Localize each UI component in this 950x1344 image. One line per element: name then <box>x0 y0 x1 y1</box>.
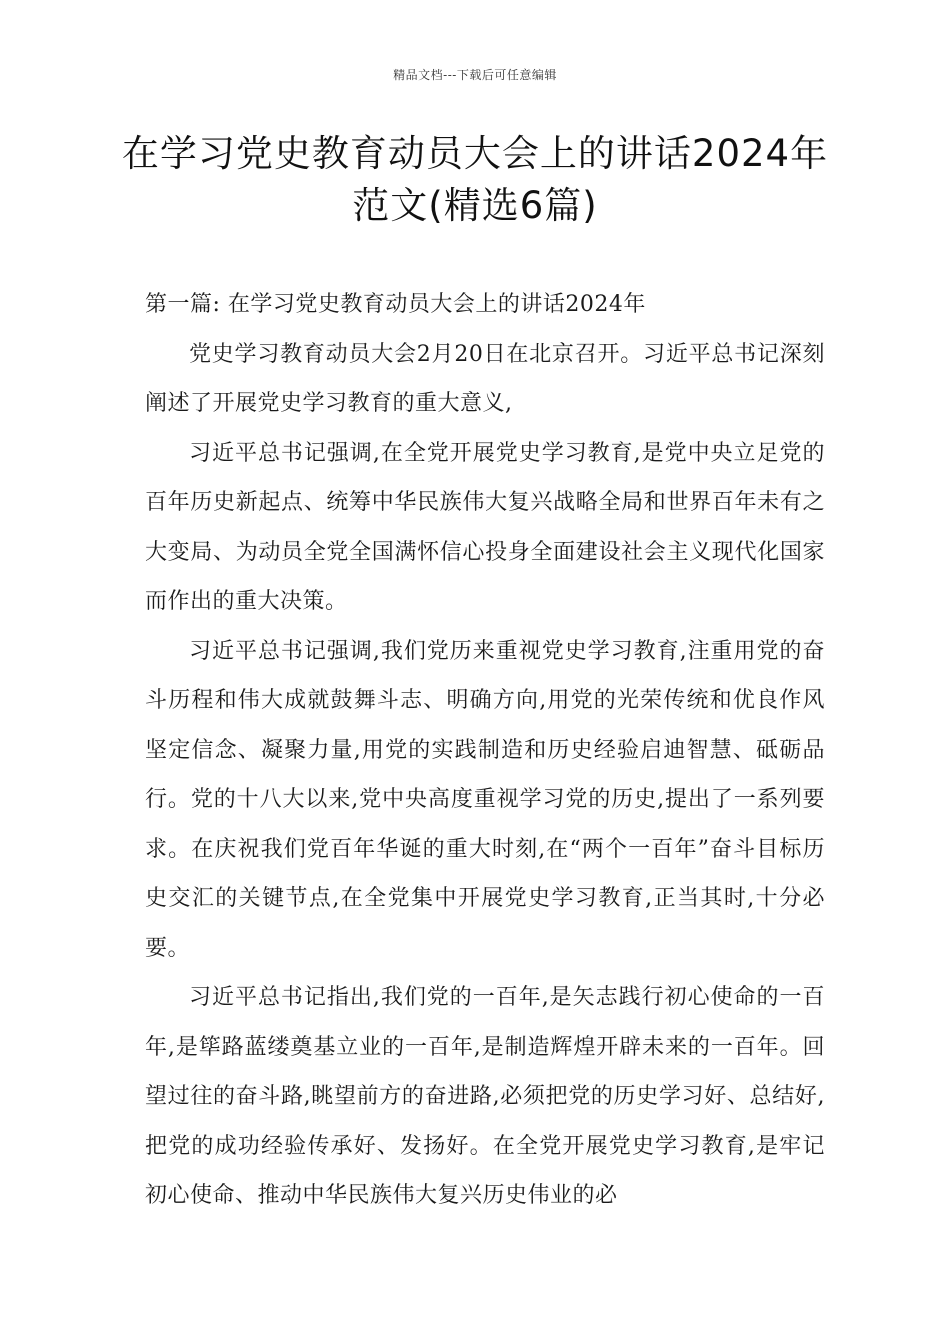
document-body <box>145 280 825 1221</box>
paragraph-4: 习近平总书记指出,我们党的一百年,是矢志践行初心使命的一百年,是筚路蓝缕奠基立业的一百年,是制造辉煌开辟未来的一百年。回望过往的奋斗路,眺望前方的奋进路,必须把党的历史学习好、总结好,把党的成功经验传承好、发扬好。在全党开展党史学习教育,是牢记初心使命、推动中华民族伟大复兴历史伟业的必 <box>145 985 825 1208</box>
paragraph-3: 习近平总书记强调,我们党历来重视党史学习教育,注重用党的奋斗历程和伟大成就鼓舞斗志、明确方向,用党的光荣传统和优良作风坚定信念、凝聚力量,用党的实践制造和历史经验启迪智慧、砥砺品行。党的十八大以来,党中央高度重视学习党的历史,提出了一系列要求。在庆祝我们党百年华诞的重大时刻,在“两个一百年”奋斗目标历史交汇的关键节点,在全党集中开展党史学习教育,正当其时,十分必要。 <box>145 638 825 961</box>
section-heading: 第一篇: 在学习党史教育动员大会上的讲话2024年 <box>145 292 646 317</box>
paragraph-2: 习近平总书记强调,在全党开展党史学习教育,是党中央立足党的百年历史新起点、统筹中华民族伟大复兴战略全局和世界百年未有之大变局、为动员全党全国满怀信心投身全面建设社会主义现代化国家而作出的重大决策。 <box>145 440 825 614</box>
header-note: 精品文档---下载后可任意编辑 <box>393 68 557 82</box>
document-title: 在学习党史教育动员大会上的讲话2024年范文(精选6篇) <box>121 132 829 227</box>
paragraph-1: 党史学习教育动员大会2月20日在北京召开。习近平总书记深刻阐述了开展党史学习教育的重大意义, <box>145 341 825 416</box>
